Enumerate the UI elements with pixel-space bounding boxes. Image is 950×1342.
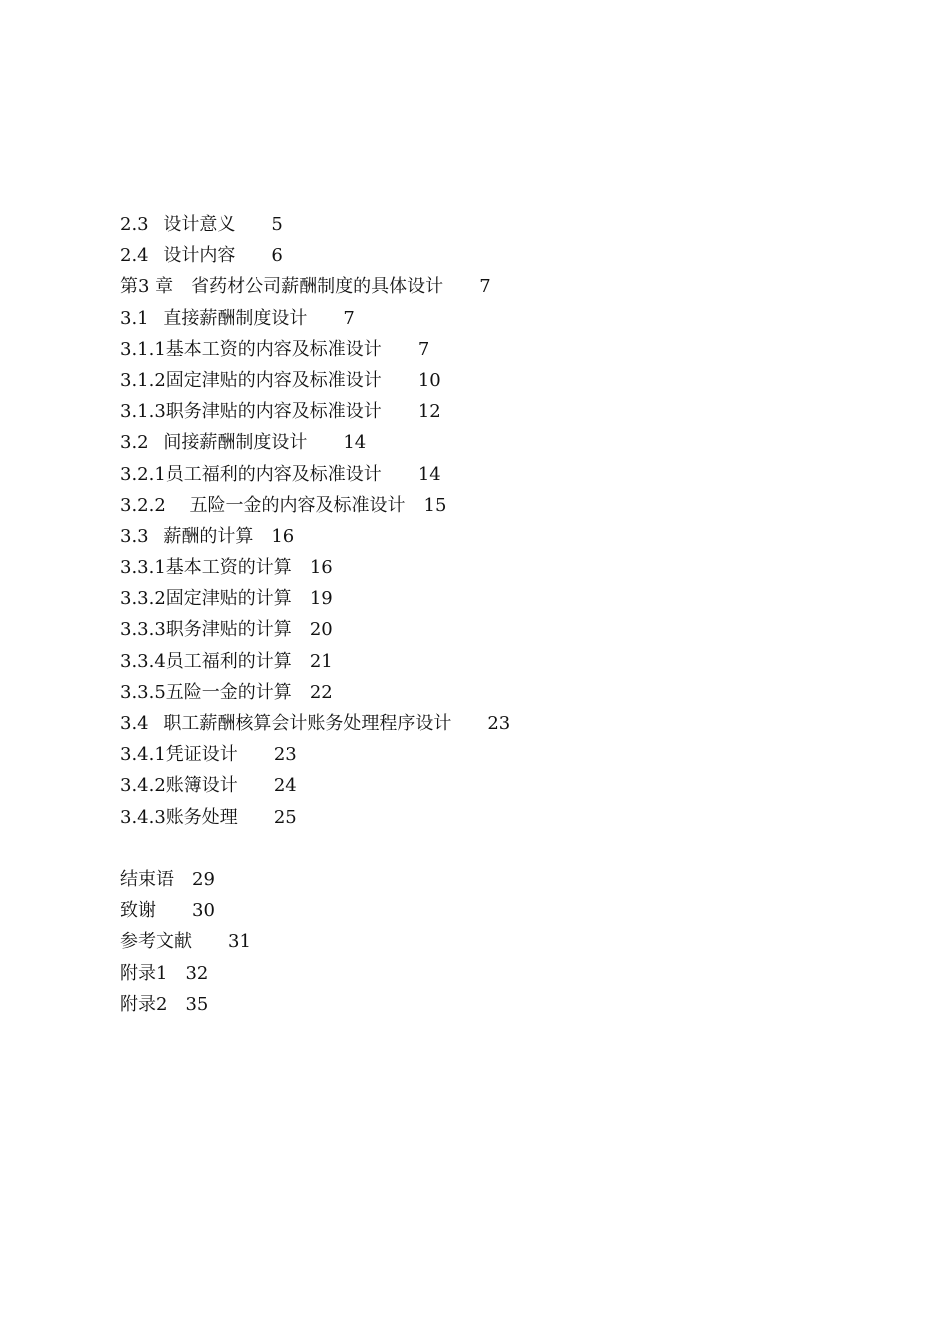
toc-separator	[292, 557, 310, 578]
toc-entry-title: 结束语	[120, 868, 174, 890]
toc-spacer	[120, 833, 820, 864]
toc-entry-title: 3.1.2固定津贴的内容及标准设计	[120, 369, 382, 391]
toc-entry-page: 19	[309, 588, 333, 610]
toc-entry-title: 3.4 职工薪酬核算会计账务处理程序设计	[120, 713, 452, 734]
toc-entry-title: 3.3.4员工福利的计算	[120, 650, 292, 672]
toc-entry-title: 3.4.3账务处理	[120, 806, 238, 828]
toc-back-matter-entry[interactable]	[120, 989, 820, 1020]
toc-entry[interactable]	[120, 427, 820, 458]
toc-entry-title: 3.3.3职务津贴的计算	[120, 619, 292, 641]
toc-entry[interactable]	[120, 334, 820, 365]
toc-separator	[292, 651, 310, 672]
toc-separator	[382, 464, 418, 485]
toc-entry-page: 7	[343, 307, 355, 329]
toc-separator	[174, 869, 192, 890]
toc-back-matter-entry[interactable]	[120, 958, 820, 989]
toc-entry-title: 3.1.3职务津贴的内容及标准设计	[120, 401, 382, 423]
toc-entry-page: 10	[417, 369, 441, 391]
toc-entry[interactable]	[120, 677, 820, 708]
toc-separator	[253, 526, 271, 547]
toc-entry[interactable]	[120, 739, 820, 770]
toc-entry-page: 20	[309, 619, 333, 641]
toc-separator	[451, 713, 487, 734]
toc-separator	[238, 807, 274, 828]
toc-entry[interactable]	[120, 365, 820, 396]
toc-entry[interactable]	[120, 521, 820, 552]
toc-entry-page: 29	[192, 868, 215, 890]
toc-separator	[307, 308, 343, 329]
toc-entry-title: 参考文献	[120, 931, 192, 953]
toc-separator	[382, 370, 418, 391]
toc-entry-title: 3.3.5五险一金的计算	[120, 681, 292, 703]
toc-separator	[156, 900, 192, 921]
toc-entry[interactable]	[120, 490, 820, 521]
toc-entry-page: 15	[423, 494, 447, 516]
toc-separator	[307, 432, 343, 453]
toc-back-matter-entry[interactable]	[120, 895, 820, 926]
toc-entry-title: 2.3 设计意义	[120, 214, 236, 235]
toc-entry[interactable]	[120, 583, 820, 614]
toc-entry-page: 7	[417, 338, 430, 360]
toc-entry-page: 6	[271, 245, 283, 267]
toc-entry[interactable]	[120, 271, 820, 302]
toc-entry[interactable]	[120, 708, 820, 739]
toc-entry-title: 3.3.1基本工资的计算	[120, 557, 292, 579]
toc-entry-page: 12	[417, 401, 441, 423]
toc-separator	[382, 401, 418, 422]
toc-separator	[238, 775, 274, 796]
toc-entry-page: 25	[273, 806, 297, 828]
toc-entry-title: 第3 章 省药材公司薪酬制度的具体设计	[120, 276, 444, 298]
toc-entry-title: 致谢	[120, 900, 156, 922]
toc-entry-page: 21	[309, 650, 333, 672]
toc-entry-title: 附录2	[120, 993, 168, 1015]
toc-entry[interactable]	[120, 209, 820, 240]
toc-entry-title: 3.4.1凭证设计	[120, 744, 238, 766]
table-of-contents	[120, 209, 820, 1020]
toc-entry[interactable]	[120, 802, 820, 833]
toc-entry-page: 14	[343, 432, 367, 454]
toc-entry[interactable]	[120, 240, 820, 271]
toc-entry-page: 23	[487, 713, 511, 734]
toc-separator	[292, 588, 310, 609]
toc-separator	[167, 963, 185, 984]
toc-entry-page: 5	[271, 214, 283, 235]
toc-separator	[292, 619, 310, 640]
toc-entry-title: 3.3 薪酬的计算	[120, 525, 254, 547]
toc-separator	[167, 994, 185, 1015]
toc-entry-page: 22	[309, 681, 333, 703]
toc-separator	[443, 276, 479, 297]
toc-entry-page: 32	[185, 962, 209, 984]
toc-separator	[382, 339, 418, 360]
toc-entry-page: 14	[417, 463, 441, 485]
toc-entry-title: 3.4.2账簿设计	[120, 775, 238, 797]
toc-entry-page: 23	[273, 744, 297, 766]
toc-entry-title: 3.2.2 五险一金的内容及标准设计	[120, 494, 406, 516]
toc-separator	[238, 744, 274, 765]
toc-entry[interactable]	[120, 614, 820, 645]
toc-entry[interactable]	[120, 459, 820, 490]
toc-entry[interactable]	[120, 303, 820, 334]
toc-entry-title: 附录1	[120, 962, 168, 984]
toc-entry-title: 2.4 设计内容	[120, 245, 236, 267]
toc-entry-page: 31	[228, 931, 251, 953]
toc-entry-page: 30	[192, 900, 215, 922]
toc-entry-title: 3.2.1员工福利的内容及标准设计	[120, 463, 382, 485]
toc-entry[interactable]	[120, 396, 820, 427]
toc-separator	[235, 214, 271, 235]
toc-entry-page: 35	[185, 993, 209, 1015]
toc-separator	[235, 245, 271, 266]
toc-back-matter-entry[interactable]	[120, 864, 820, 895]
toc-separator	[292, 682, 310, 703]
toc-back-matter-entry[interactable]	[120, 926, 820, 957]
toc-entry-page: 7	[479, 276, 491, 298]
toc-separator	[406, 495, 424, 516]
toc-separator	[192, 931, 228, 952]
toc-entry-page: 24	[273, 775, 297, 797]
toc-entry-page: 16	[271, 525, 295, 547]
toc-entry[interactable]	[120, 770, 820, 801]
toc-entry-title: 3.3.2固定津贴的计算	[120, 588, 292, 610]
toc-entry-title: 3.1.1基本工资的内容及标准设计	[120, 338, 382, 360]
toc-entry-title: 3.2 间接薪酬制度设计	[120, 432, 308, 454]
toc-entry[interactable]	[120, 646, 820, 677]
toc-entry-title: 3.1 直接薪酬制度设计	[120, 307, 308, 329]
toc-entry-page: 16	[309, 557, 333, 579]
toc-entry[interactable]	[120, 552, 820, 583]
